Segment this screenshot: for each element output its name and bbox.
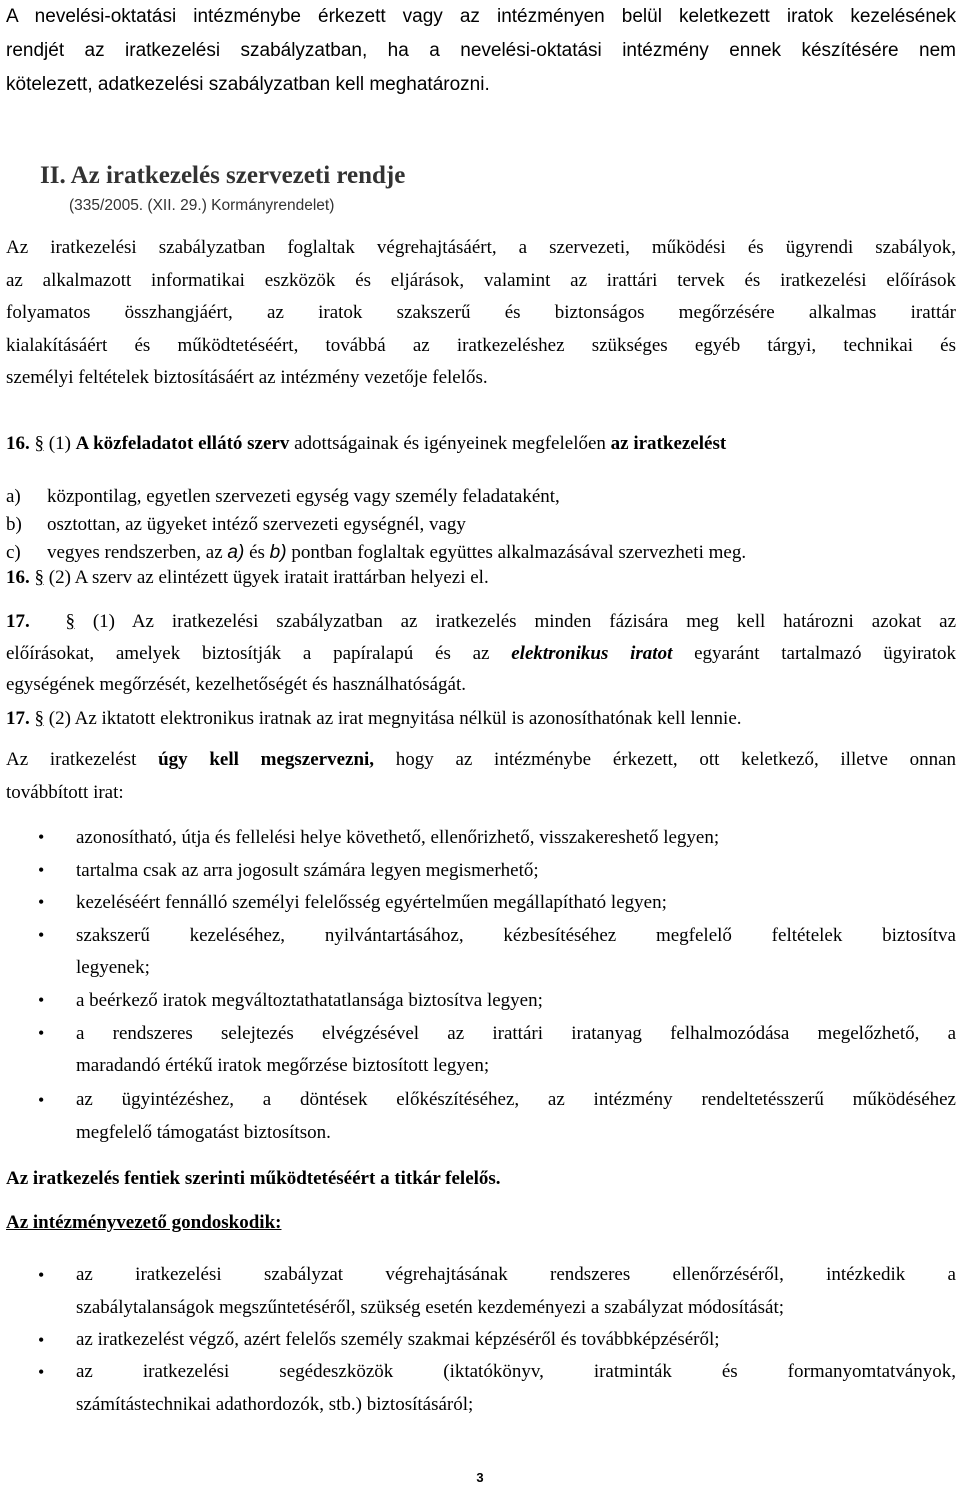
bullet-icon: •	[38, 990, 45, 1010]
s16-object: az iratkezelést	[610, 433, 727, 454]
item-label: b)	[6, 514, 22, 535]
p1-line-4: kialakításáért és működtetéséért, továbbá az iratkezeléshez szükséges egyéb tárgyi, technikai és	[6, 334, 956, 356]
bullet-list-1-item-2	[6, 855, 956, 887]
s17-line-1-text: (1) Az iratkezelési szabályzatban az iratkezelés minden fázisára meg kell határozni azokat az	[92, 611, 957, 632]
bullet-list-1-item-6	[6, 1018, 956, 1081]
item-text-pre: vegyes rendszerben, az	[47, 542, 223, 563]
s17-paragraph-sign: §	[65, 611, 75, 632]
bullet-text-line-1: az iratkezelési szabályzat végrehajtásának rendszeres ellenőrzéséről, intézkedik a	[76, 1264, 956, 1285]
s16-2-paragraph-sign: §	[34, 567, 44, 588]
bullet-text-line-2: maradandó értékű iratok megőrzése biztosított legyen;	[76, 1054, 490, 1076]
responsibility-paragraph	[6, 232, 956, 395]
s17-number: 17.	[6, 611, 30, 632]
bullet-icon: •	[38, 1265, 45, 1285]
p2-post: hogy az intézménybe érkezett, ott keletkező, illetve onnan	[395, 749, 957, 770]
bullet-icon: •	[38, 860, 45, 880]
secretary-statement: Az iratkezelés fentiek szerinti működtetéséért a titkár felelős.	[6, 1168, 501, 1189]
bullet-text-line-2: legyenek;	[76, 956, 150, 978]
section-reference: (335/2005. (XII. 29.) Kormányrendelet)	[69, 197, 335, 214]
item-ref-b: b)	[269, 542, 287, 563]
head-duties-heading: Az intézményvezető gondoskodik:	[6, 1212, 282, 1233]
p2-line-1	[6, 744, 956, 777]
bullet-list-1-item-1	[6, 822, 956, 854]
item-text: központilag, egyetlen szervezeti egység vagy személy feladataként,	[47, 486, 560, 507]
bullet-text-line-1: szakszerű kezeléséhez, nyilvántartásához, kézbesítéséhez megfelelő feltételek biztosítva	[76, 925, 956, 946]
bullet-list-1-item-3	[6, 887, 956, 919]
section-16-1	[6, 428, 956, 460]
bullet-icon: •	[38, 925, 45, 945]
p2-pre: Az iratkezelést	[6, 749, 137, 770]
s17-line-3: egységének megőrzését, kezelhetőségét és használhatóságát.	[6, 674, 467, 695]
s16-2-text: (2) A szerv az elintézett ügyek iratait irattárban helyezi el.	[48, 567, 489, 588]
p1-line-5: személyi feltételek biztosításáért az intézmény vezetője felelős.	[6, 367, 488, 388]
p2-line-2: továbbított irat:	[6, 781, 124, 803]
bullet-text-line-1: az ügyintézéshez, a döntések előkészítéséhez, az intézmény rendeltetésszerű működéséhez	[76, 1089, 956, 1110]
s16-item-a	[6, 482, 560, 512]
bullet-text: az iratkezelést végző, azért felelős személy szakmai képzéséről és továbbképzéséről;	[76, 1329, 720, 1350]
bullet-list-1-item-4	[6, 920, 956, 983]
s17-2-paragraph-sign: §	[34, 708, 44, 729]
item-ref-a: a)	[227, 542, 245, 563]
bullet-text-line-1: az iratkezelési segédeszközök (iktatókönyv, iratminták és formanyomtatványok,	[76, 1361, 956, 1382]
section-16-2	[6, 563, 489, 593]
s17-line-1	[6, 606, 956, 638]
bullet-text-line-2: szabálytalanságok megszűntetéséről, szükség esetén kezdeményezi a szabályzat módosítását;	[76, 1296, 785, 1318]
item-label: c)	[6, 542, 21, 563]
bullet-icon: •	[38, 827, 45, 847]
s17-2-text: (2) Az iktatott elektronikus iratnak az irat megnyitása nélkül is azonosíthatónak kell lennie.	[48, 708, 742, 729]
p1-line-1: Az iratkezelési szabályzatban foglaltak végrehajtásáért, a szervezeti, működési és ügyrendi szabályok,	[6, 237, 956, 258]
s17-emphasis: elektronikus iratot	[511, 642, 673, 664]
bullet-list-1-item-5	[6, 985, 956, 1017]
s16-mid: adottságainak és igényeinek megfelelően	[294, 433, 606, 454]
item-and: és	[249, 542, 265, 563]
bullet-text: azonosítható, útja és fellelési helye követhető, ellenőrizhető, visszakereshető legyen;	[76, 827, 720, 848]
section-17-2	[6, 703, 742, 735]
organization-paragraph	[6, 744, 956, 809]
p1-line-2: az alkalmazott informatikai eszközök és eljárások, valamint az irattári tervek és iratkezelési előírások	[6, 269, 956, 291]
bullet-text-line-2: számítástechnikai adathordozók, stb.) biztosításáról;	[76, 1393, 474, 1415]
bullet-list-2-item-3	[6, 1356, 956, 1421]
intro-paragraph	[6, 0, 956, 102]
s17-line-2	[6, 638, 956, 670]
bullet-text: a beérkező iratok megváltoztathatatlansága biztosítva legyen;	[76, 990, 543, 1011]
intro-line-2: rendjét az iratkezelési szabályzatban, ha a nevelési-oktatási intézmény ennek készítésére nem	[6, 40, 956, 61]
p2-bold: úgy kell megszervezni,	[158, 749, 375, 770]
p1-line-3: folyamatos összhangjáért, az iratok szakszerű és biztonságos megőrzésére alkalmas irattár	[6, 302, 956, 323]
bullet-list-2-item-1	[6, 1259, 956, 1324]
s16-sub: (1)	[48, 433, 71, 454]
s16-number: 16.	[6, 433, 30, 454]
bullet-icon: •	[38, 1090, 45, 1110]
bullet-icon: •	[38, 1023, 45, 1043]
item-text: osztottan, az ügyeket intéző szervezeti egységnél, vagy	[47, 514, 466, 535]
s16-subject: A közfeladatot ellátó szerv	[75, 433, 290, 454]
s17-line-2-post: egyaránt tartalmazó ügyiratok	[694, 642, 957, 664]
bullet-icon: •	[38, 1362, 45, 1382]
bullet-text: tartalma csak az arra jogosult számára legyen megismerhető;	[76, 860, 539, 881]
bullet-list-2-item-2	[6, 1324, 956, 1357]
s16-2-number: 16.	[6, 567, 30, 588]
s16-item-b	[6, 510, 466, 540]
s16-paragraph-sign: §	[34, 433, 44, 454]
item-label: a)	[6, 486, 21, 507]
bullet-list-1-item-7	[6, 1084, 956, 1149]
s17-line-2-pre: előírásokat, amelyek biztosítják a papíralapú és az	[6, 642, 490, 664]
bullet-text: kezeléséért fennálló személyi felelősség egyértelműen megállapítható legyen;	[76, 892, 667, 913]
section-17-1	[6, 606, 956, 701]
bullet-icon: •	[38, 1330, 45, 1350]
item-text-post: pontban foglaltak együttes alkalmazásával szervezheti meg.	[291, 542, 747, 563]
bullet-text-line-1: a rendszeres selejtezés elvégzésével az irattári iratanyag felhalmozódása megelőzhető, a	[76, 1023, 956, 1044]
page-number: 3	[476, 1470, 484, 1485]
bullet-text-line-2: megfelelő támogatást biztosítson.	[76, 1121, 331, 1143]
intro-line-3: kötelezett, adatkezelési szabályzatban kell meghatározni.	[6, 74, 490, 95]
intro-line-1: A nevelési-oktatási intézménybe érkezett vagy az intézményen belül keletkezett iratok kezelésének	[6, 6, 956, 27]
bullet-icon: •	[38, 892, 45, 912]
section-heading: II. Az iratkezelés szervezeti rendje	[40, 162, 406, 189]
s17-2-number: 17.	[6, 708, 30, 729]
